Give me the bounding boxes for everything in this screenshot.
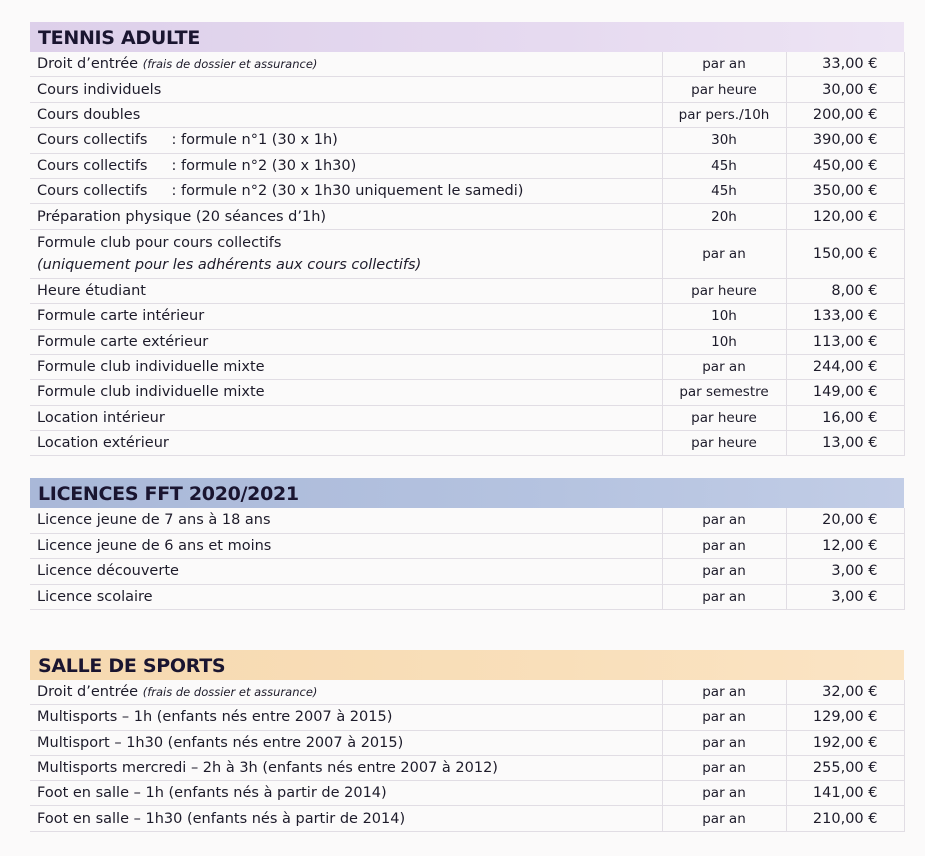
price-table <box>30 52 905 456</box>
item-price: 129,00 € <box>786 705 904 730</box>
table-row <box>30 204 904 229</box>
item-name: Cours doubles <box>37 106 141 123</box>
item-name: Multisports – 1h (enfants nés entre 2007 à 2015) <box>37 709 393 726</box>
item-label <box>30 806 662 831</box>
item-price: 3,00 € <box>786 584 904 610</box>
item-name: Formule club pour cours collectifs <box>37 234 282 251</box>
item-price: 120,00 € <box>786 204 904 229</box>
table-row <box>30 559 904 585</box>
item-label <box>30 278 662 303</box>
table-row <box>30 730 904 755</box>
table-row <box>30 354 904 379</box>
item-price: 150,00 € <box>786 229 904 278</box>
item-unit: par heure <box>662 278 786 303</box>
table-row <box>30 431 904 456</box>
item-unit: par an <box>662 533 786 559</box>
item-unit: par an <box>662 781 786 806</box>
table-row <box>30 278 904 303</box>
item-price: 133,00 € <box>786 304 904 329</box>
item-unit: 10h <box>662 329 786 354</box>
item-note: (frais de dossier et assurance) <box>142 685 318 700</box>
item-label <box>30 380 662 405</box>
item-label <box>30 229 662 278</box>
item-unit: 10h <box>662 304 786 329</box>
section-title: TENNIS ADULTE <box>30 22 904 52</box>
item-unit: par heure <box>662 77 786 102</box>
item-label <box>30 431 662 456</box>
item-name: Cours collectifs <box>37 132 148 149</box>
table-row <box>30 755 904 780</box>
table-row <box>30 304 904 329</box>
table-row <box>30 128 904 153</box>
item-price: 20,00 € <box>786 508 904 533</box>
item-unit: par an <box>662 584 786 610</box>
item-price: 192,00 € <box>786 730 904 755</box>
table-row <box>30 680 904 705</box>
item-name: Location intérieur <box>37 409 165 426</box>
item-label <box>30 405 662 430</box>
item-label <box>30 533 662 559</box>
item-label <box>30 178 662 203</box>
table-row <box>30 229 904 278</box>
item-label <box>30 77 662 102</box>
item-name: Foot en salle – 1h30 (enfants nés à partir de 2014) <box>37 810 406 827</box>
item-name: Licence jeune de 7 ans à 18 ans <box>37 512 271 529</box>
item-name: Location extérieur <box>37 435 169 452</box>
item-label <box>30 354 662 379</box>
item-note: (uniquement pour les adhérents aux cours collectifs) <box>37 256 422 273</box>
item-unit: par an <box>662 755 786 780</box>
item-detail: : formule n°2 (30 x 1h30 uniquement le samedi) <box>171 183 524 200</box>
item-unit: 45h <box>662 153 786 178</box>
item-price: 350,00 € <box>786 178 904 203</box>
item-name: Cours collectifs <box>37 157 148 174</box>
section-salle-de-sports <box>30 650 904 832</box>
item-unit: par an <box>662 508 786 533</box>
section-licences-fft <box>30 478 904 610</box>
item-name: Cours individuels <box>37 81 162 98</box>
item-price: 113,00 € <box>786 329 904 354</box>
item-unit: 30h <box>662 128 786 153</box>
section-title: LICENCES FFT 2020/2021 <box>30 478 904 508</box>
item-price: 450,00 € <box>786 153 904 178</box>
item-price: 244,00 € <box>786 354 904 379</box>
item-label <box>30 559 662 585</box>
item-unit: par heure <box>662 431 786 456</box>
item-price: 30,00 € <box>786 77 904 102</box>
item-name: Licence scolaire <box>37 588 153 605</box>
item-unit: par pers./10h <box>662 102 786 127</box>
item-label <box>30 705 662 730</box>
section-title: SALLE DE SPORTS <box>30 650 904 680</box>
item-price: 149,00 € <box>786 380 904 405</box>
table-row <box>30 781 904 806</box>
item-unit: 45h <box>662 178 786 203</box>
item-price: 210,00 € <box>786 806 904 831</box>
price-table <box>30 508 905 610</box>
item-label <box>30 52 662 77</box>
item-name: Cours collectifs <box>37 183 148 200</box>
table-row <box>30 380 904 405</box>
item-name: Formule club individuelle mixte <box>37 384 265 401</box>
item-label <box>30 204 662 229</box>
item-price: 32,00 € <box>786 680 904 705</box>
item-unit: par an <box>662 680 786 705</box>
item-label <box>30 584 662 610</box>
table-row <box>30 405 904 430</box>
item-unit: par an <box>662 806 786 831</box>
table-row <box>30 52 904 77</box>
table-row <box>30 153 904 178</box>
item-name: Préparation physique (20 séances d’1h) <box>37 208 327 225</box>
item-price: 12,00 € <box>786 533 904 559</box>
item-name: Licence jeune de 6 ans et moins <box>37 537 272 554</box>
table-row <box>30 533 904 559</box>
table-row <box>30 508 904 533</box>
item-name: Formule carte extérieur <box>37 333 209 350</box>
item-name: Multisports mercredi – 2h à 3h (enfants nés entre 2007 à 2012) <box>37 760 498 777</box>
item-price: 255,00 € <box>786 755 904 780</box>
item-unit: par heure <box>662 405 786 430</box>
section-tennis-adulte <box>30 22 904 456</box>
table-row <box>30 705 904 730</box>
item-unit: par an <box>662 559 786 585</box>
item-label <box>30 304 662 329</box>
item-unit: par semestre <box>662 380 786 405</box>
item-unit: par an <box>662 52 786 77</box>
item-unit: par an <box>662 730 786 755</box>
item-label <box>30 153 662 178</box>
item-price: 200,00 € <box>786 102 904 127</box>
item-price: 390,00 € <box>786 128 904 153</box>
table-row <box>30 329 904 354</box>
item-note: (frais de dossier et assurance) <box>142 57 318 72</box>
item-label <box>30 329 662 354</box>
item-detail: : formule n°2 (30 x 1h30) <box>171 157 357 174</box>
item-name: Droit d’entrée <box>37 56 139 73</box>
item-price: 141,00 € <box>786 781 904 806</box>
item-detail: : formule n°1 (30 x 1h) <box>171 132 338 149</box>
item-name: Licence découverte <box>37 563 179 580</box>
table-row <box>30 77 904 102</box>
item-name: Foot en salle – 1h (enfants nés à partir de 2014) <box>37 785 387 802</box>
item-name: Formule club individuelle mixte <box>37 359 265 376</box>
item-label <box>30 755 662 780</box>
item-unit: par an <box>662 354 786 379</box>
table-row <box>30 806 904 831</box>
item-label <box>30 128 662 153</box>
item-name: Droit d’entrée <box>37 684 139 701</box>
item-price: 33,00 € <box>786 52 904 77</box>
item-price: 3,00 € <box>786 559 904 585</box>
item-unit: par an <box>662 229 786 278</box>
item-price: 8,00 € <box>786 278 904 303</box>
item-label <box>30 680 662 705</box>
table-row <box>30 102 904 127</box>
item-label <box>30 508 662 533</box>
item-label <box>30 730 662 755</box>
price-table <box>30 680 905 832</box>
table-row <box>30 584 904 610</box>
item-unit: 20h <box>662 204 786 229</box>
item-name: Formule carte intérieur <box>37 308 205 325</box>
item-name: Multisport – 1h30 (enfants nés entre 2007 à 2015) <box>37 734 404 751</box>
item-label <box>30 781 662 806</box>
table-row <box>30 178 904 203</box>
item-label <box>30 102 662 127</box>
item-price: 13,00 € <box>786 431 904 456</box>
item-unit: par an <box>662 705 786 730</box>
item-price: 16,00 € <box>786 405 904 430</box>
item-name: Heure étudiant <box>37 282 146 299</box>
